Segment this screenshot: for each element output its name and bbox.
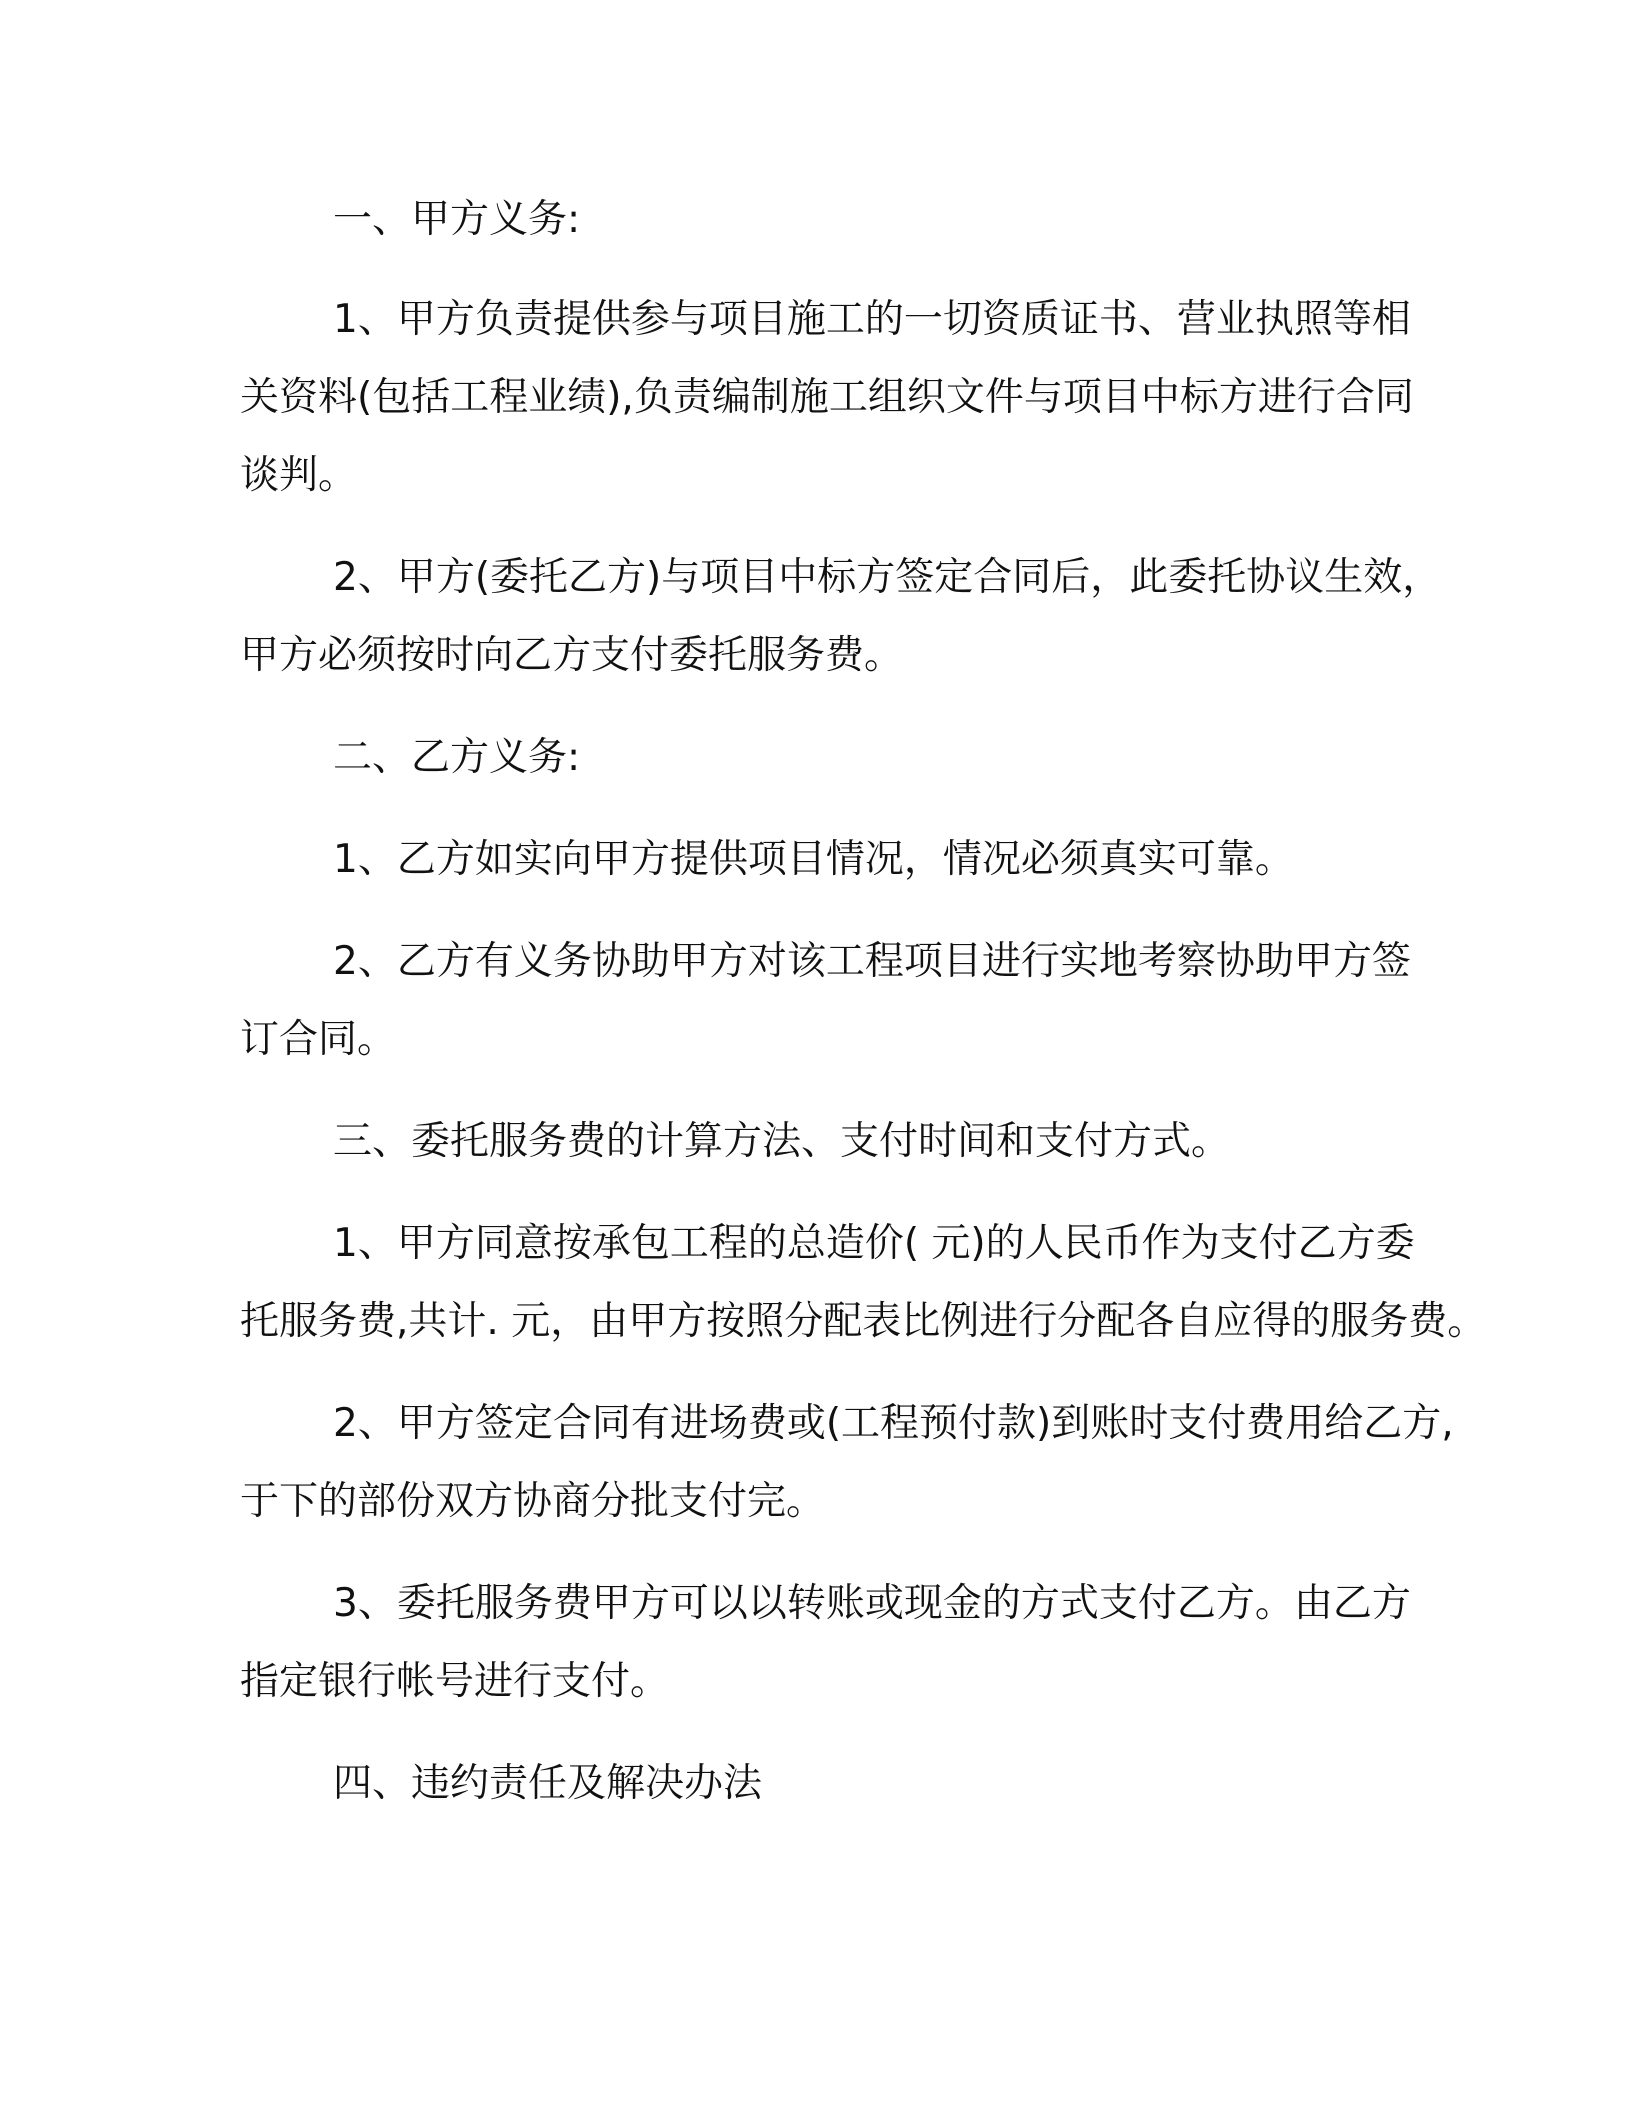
paragraph-line: 指定银行帐号进行支付。 — [240, 1659, 670, 1704]
paragraph-line: 1、乙方如实向甲方提供项目情况，情况必须真实可靠。 — [333, 837, 1294, 882]
section-heading-service-fee: 三、委托服务费的计算方法、支付时间和支付方式。 — [333, 1119, 1231, 1164]
paragraph-line: 关资料(包括工程业绩),负责编制施工组织文件与项目中标方进行合同 — [240, 375, 1414, 420]
section-heading-party-a-obligations: 一、甲方义务: — [333, 197, 581, 242]
section-heading-party-b-obligations: 二、乙方义务: — [333, 735, 581, 780]
paragraph-line: 3、委托服务费甲方可以以转账或现金的方式支付乙方。由乙方 — [333, 1581, 1411, 1626]
paragraph-line: 2、乙方有义务协助甲方对该工程项目进行实地考察协助甲方签 — [333, 939, 1411, 984]
paragraph-line: 托服务费,共计. 元，由甲方按照分配表比例进行分配各自应得的服务费。 — [240, 1299, 1487, 1344]
paragraph-line: 2、甲方(委托乙方)与项目中标方签定合同后，此委托协议生效， — [333, 555, 1442, 600]
paragraph-line: 2、甲方签定合同有进场费或(工程预付款)到账时支付费用给乙方, — [333, 1401, 1454, 1446]
paragraph-line: 1、甲方同意按承包工程的总造价( 元)的人民币作为支付乙方委 — [333, 1221, 1415, 1266]
paragraph-line: 订合同。 — [240, 1017, 397, 1062]
paragraph-line: 谈判。 — [240, 453, 358, 498]
section-heading-liability: 四、违约责任及解决办法 — [333, 1761, 763, 1806]
paragraph-line: 于下的部份双方协商分批支付完。 — [240, 1479, 826, 1524]
paragraph-line: 1、甲方负责提供参与项目施工的一切资质证书、营业执照等相 — [333, 297, 1411, 342]
paragraph-line: 甲方必须按时向乙方支付委托服务费。 — [240, 633, 904, 678]
